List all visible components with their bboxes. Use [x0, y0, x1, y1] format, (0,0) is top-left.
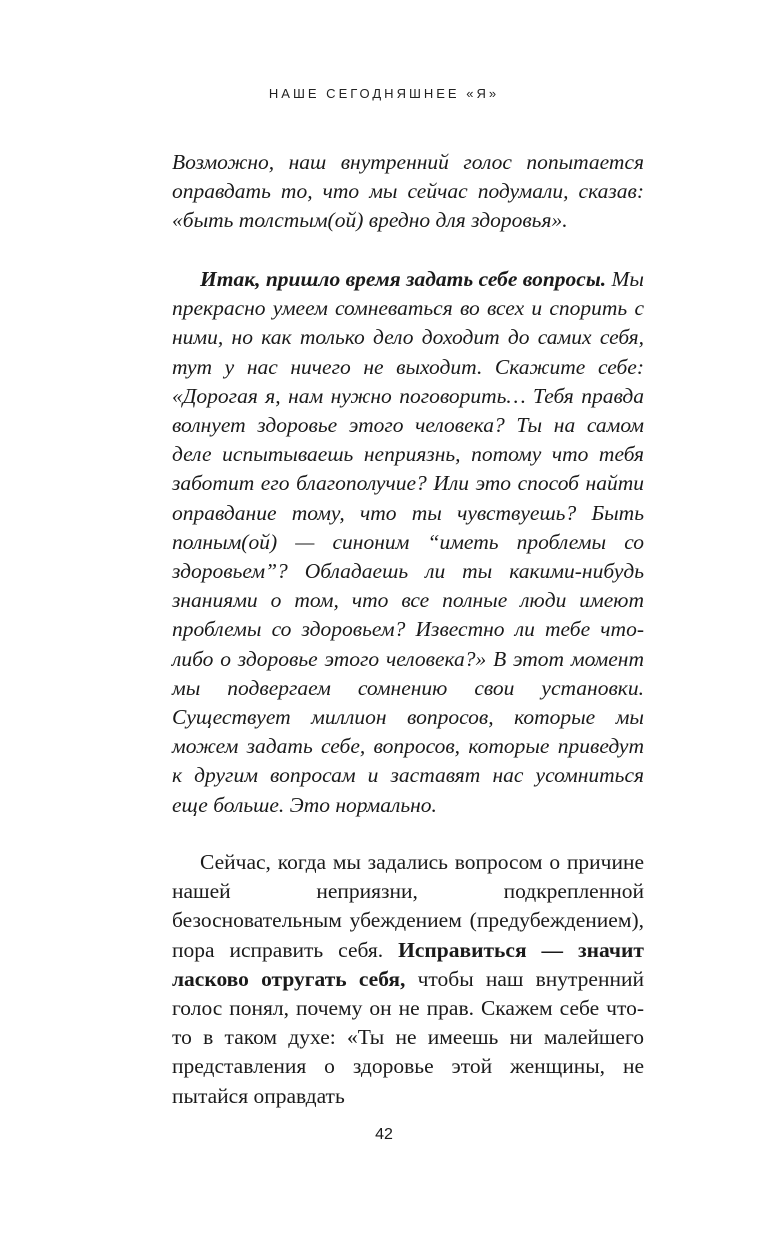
paragraph-3-bold: Исправиться — значит ласково отругать себя, [172, 937, 644, 991]
paragraph-1: Возможно, наш внутренний голос попытается оправдать то, что мы сейчас подумали, сказав: «быть толстым(ой) вредно для здоровья». [172, 150, 644, 233]
paragraph-3-text-before: Сейчас, когда мы задались вопросом о причине нашей неприязни, подкрепленной безосновательным убеждением (предубеждением), пора исправить себя. [172, 850, 644, 962]
paragraph-3 [172, 848, 644, 1111]
paragraph-2-text: Мы прекрасно умеем сомневаться во всех и спорить с ними, но как только дело доходит до самих себя, тут у нас ничего не выходит. Скажите себе: «Дорогая я, нам нужно поговорить… Тебя правда волнует здоровье этого человека? Ты на самом деле испытываешь неприязнь, потому что тебя заботит его благополучие? Или это способ найти оправдание тому, что ты чувствуешь? Быть полным(ой) — синоним “иметь проблемы со здоровьем”? Обладаешь ли ты какими-нибудь знаниями о том, что все полные люди имеют проблемы со здоровьем? Известно ли тебе что-либо о здоровье этого человека?» В этот момент мы подвергаем сомнению свои установки. Существует миллион вопросов, которые мы можем задать себе, вопросов, которые приведут к другим вопросам и заставят нас усомниться еще больше. Это нормально. [172, 267, 644, 817]
page-number: 42 [375, 1126, 393, 1143]
paragraph-2 [172, 265, 644, 820]
paragraph-3-text-after: чтобы наш внутренний голос понял, почему он не прав. Скажем себе что-то в таком духе: «Ты не имеешь ни малейшего представления о здоровье этой женщины, не пытайся оправдать [172, 966, 645, 1108]
paragraph-2-bold-lead: Итак, пришло время задать себе вопросы. [200, 267, 607, 291]
running-head: НАШЕ СЕГОДНЯШНЕЕ «Я» [268, 86, 500, 101]
